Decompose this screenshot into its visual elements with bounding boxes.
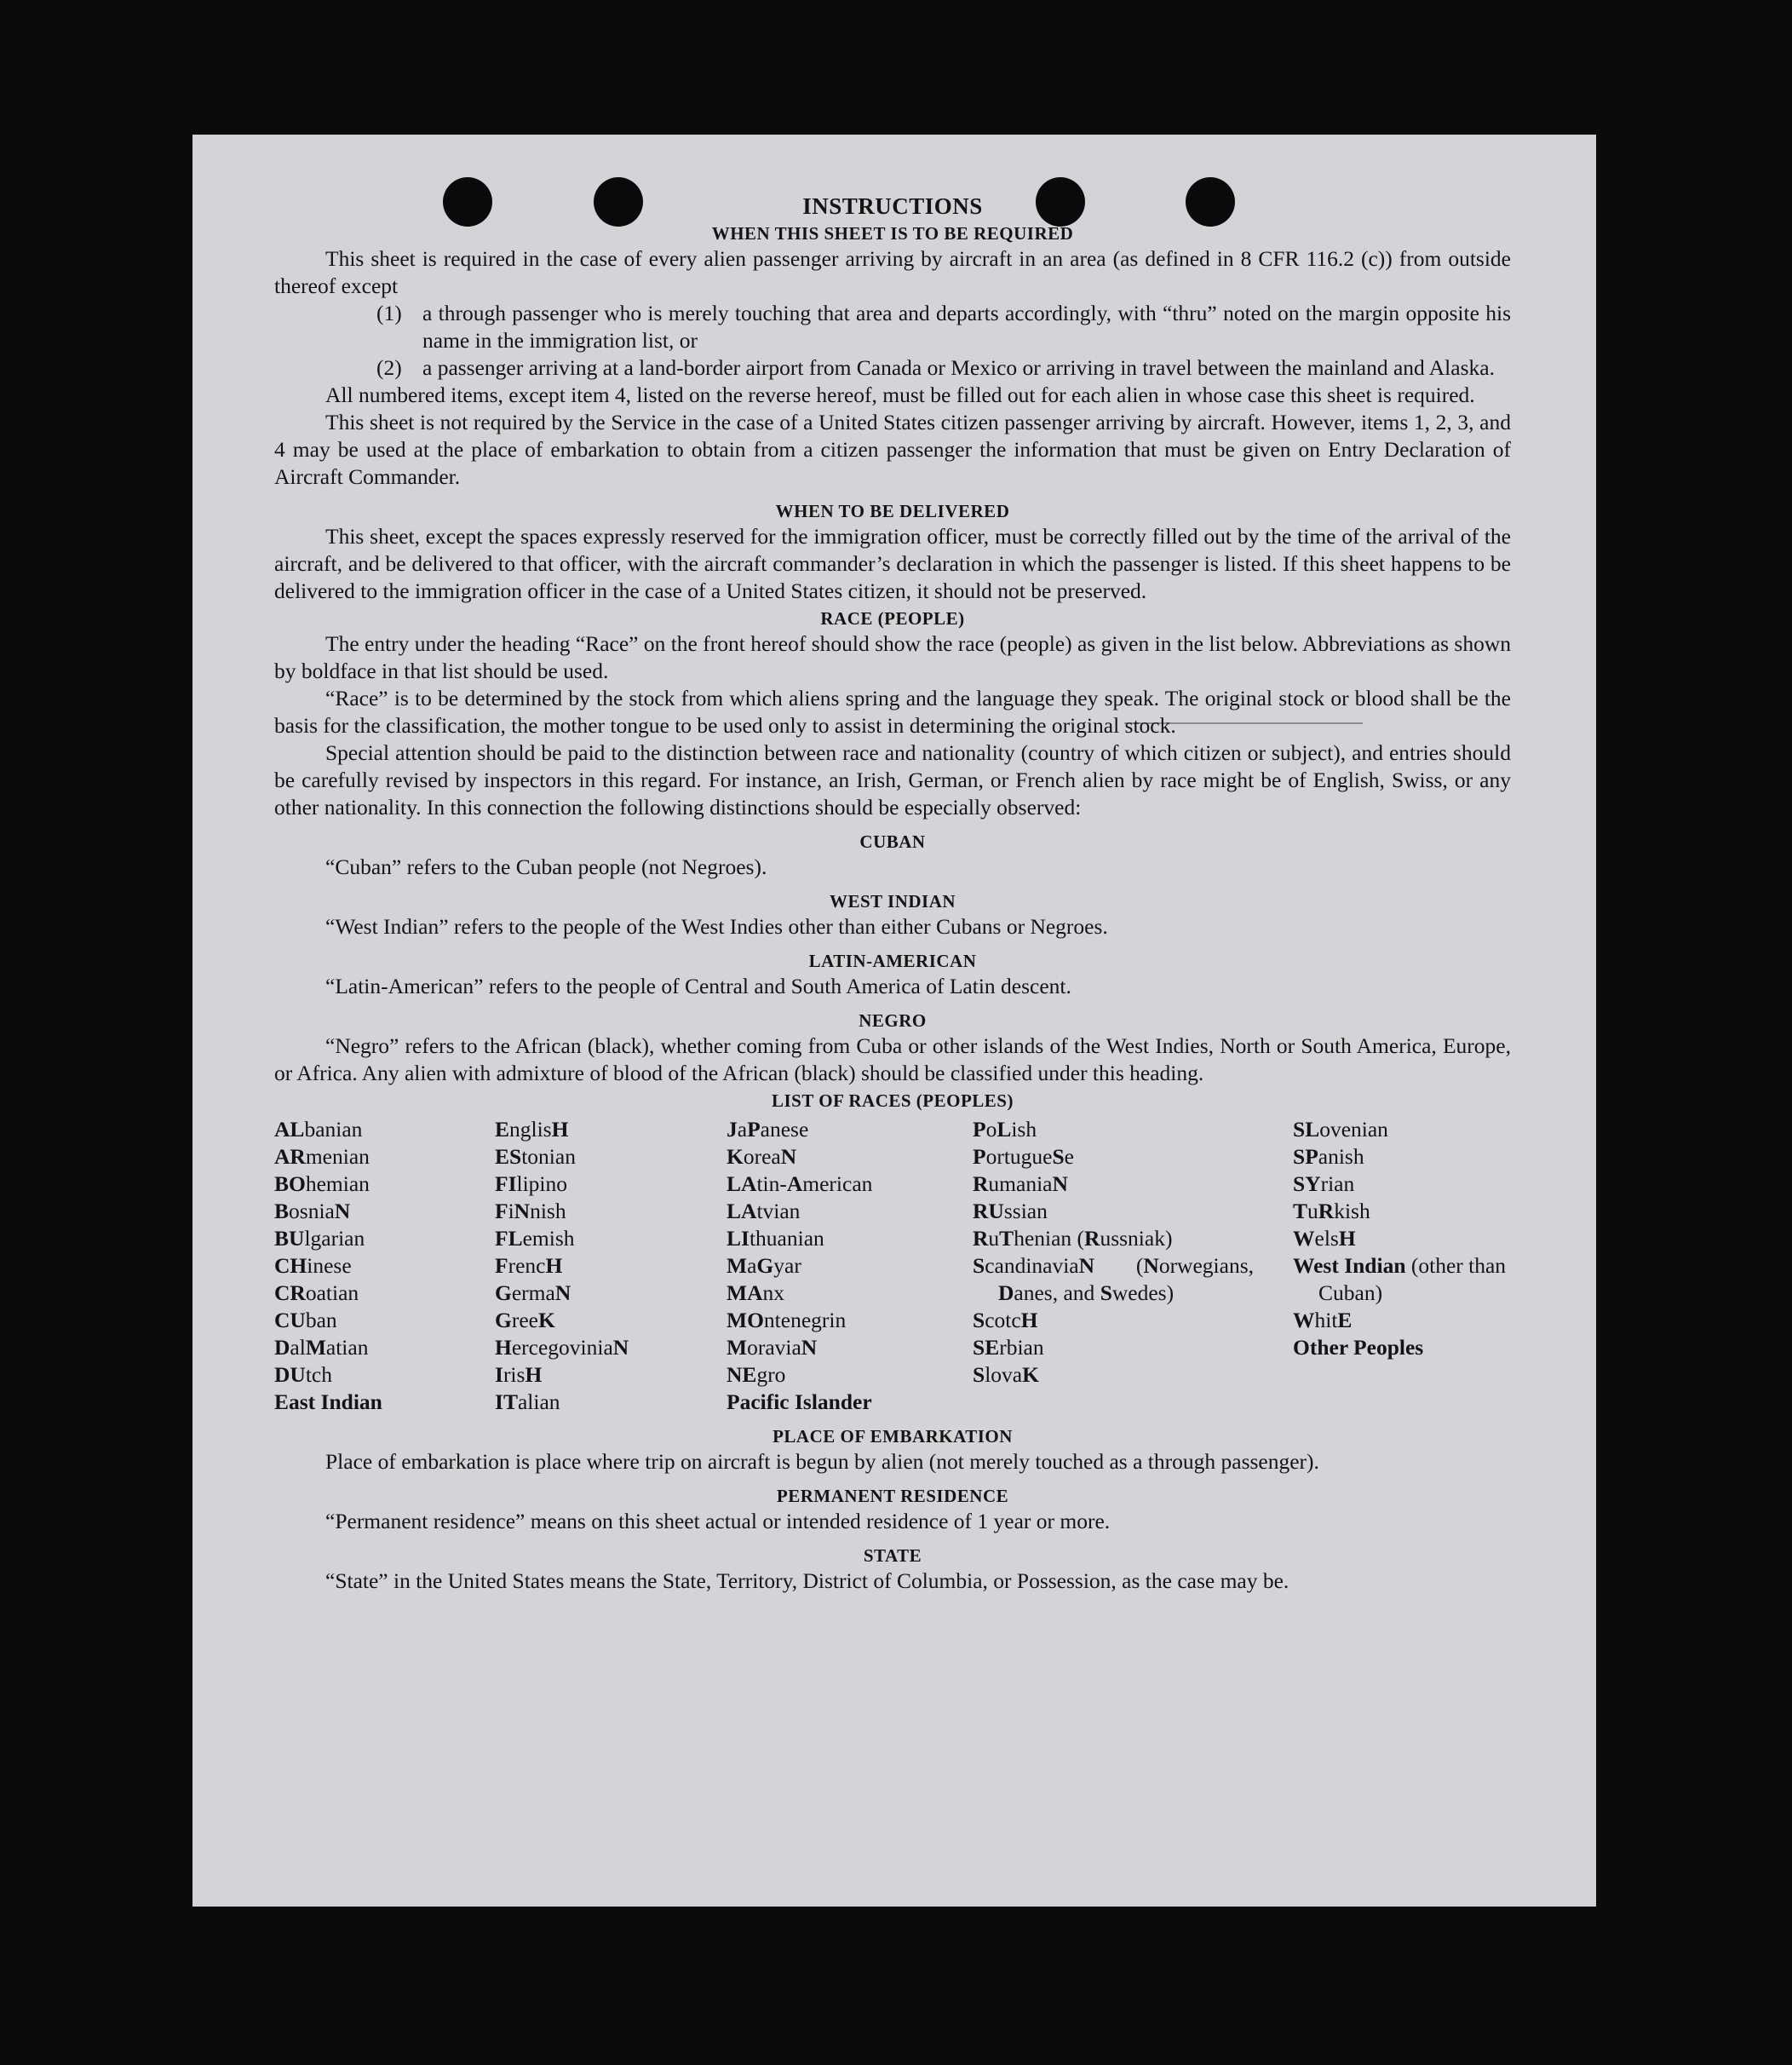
race-item: EStonian (495, 1144, 576, 1169)
race-item: SlovaK (973, 1362, 1039, 1387)
race-item: RumaniaN (973, 1171, 1068, 1196)
section-heading: LATIN-AMERICAN (808, 951, 977, 971)
numbered-item (376, 300, 1511, 354)
section-heading: WHEN TO BE DELIVERED (775, 501, 1010, 521)
document-body (274, 193, 1511, 1595)
race-item: MaGyar (727, 1253, 801, 1278)
race-item: RUssian (973, 1199, 1048, 1223)
race-item: GreeK (495, 1308, 555, 1332)
race-item: CHinese (274, 1253, 352, 1278)
race-item: HercegoviniaN (495, 1335, 629, 1360)
item-text: a passenger arriving at a land-border airport from Canada or Mexico or arriving in travel between the mainland and Alaska. (422, 355, 1495, 380)
race-item: IrisH (495, 1362, 543, 1387)
race-item: Pacific Islander (727, 1389, 872, 1414)
race-item: JaPanese (727, 1117, 809, 1142)
section-heading: LIST OF RACES (PEOPLES) (772, 1090, 1014, 1111)
section-heading: WHEN THIS SHEET IS TO BE REQUIRED (711, 223, 1074, 244)
race-item: CUban (274, 1308, 337, 1332)
race-item: ITalian (495, 1389, 560, 1414)
paragraph: This sheet, except the spaces expressly reserved for the immigration officer, must be correctly filled out by the time of the arrival of the aircraft, and be delivered to that officer, with the aircraft commander’s declaration in which the passenger is listed. If this sheet happens to be delivered to the immigration officer in the case of a United States citizen, it should not be preserved. (274, 524, 1511, 603)
race-item: LAtvian (727, 1199, 801, 1223)
race-item: SErbian (973, 1335, 1044, 1360)
race-column (973, 1116, 1293, 1416)
race-item: SLovenian (1293, 1117, 1388, 1142)
race-item: FrencH (495, 1253, 563, 1278)
race-item: Other Peoples (1293, 1335, 1424, 1360)
paragraph: “West Indian” refers to the people of the West Indies other than either Cubans or Negroes. (325, 914, 1108, 939)
race-column (727, 1116, 973, 1416)
race-list (274, 1116, 1511, 1416)
paragraph: “Cuban” refers to the Cuban people (not Negroes). (325, 854, 767, 879)
race-item: MoraviaN (727, 1335, 818, 1360)
paragraph: “Race” is to be determined by the stock from which aliens spring and the language they speak. The original stock or blood shall be the basis for the classification, the mother tongue to be used only to assist in determining the original stock. (274, 686, 1511, 738)
race-item: ARmenian (274, 1144, 370, 1169)
instruction-sheet (192, 135, 1596, 1907)
race-item: CRoatian (274, 1280, 359, 1305)
paragraph: “Negro” refers to the African (black), whether coming from Cuba or other islands of the West Indies, North or South America, Europe, or Africa. Any alien with admixture of blood of the African (black) should be classified under this heading. (274, 1033, 1511, 1085)
race-item: ALbanian (274, 1117, 363, 1142)
race-item: BUlgarian (274, 1226, 365, 1251)
race-column (495, 1116, 727, 1416)
race-item: FLemish (495, 1226, 575, 1251)
item-number: (1) (376, 301, 402, 325)
section-heading: NEGRO (859, 1010, 927, 1031)
race-item: NEgro (727, 1362, 786, 1387)
paragraph: “Permanent residence” means on this sheet actual or intended residence of 1 year or more. (325, 1509, 1111, 1533)
race-item: SYrian (1293, 1171, 1355, 1196)
race-item: FiNnish (495, 1199, 566, 1223)
numbered-item (376, 354, 1511, 382)
section-heading: STATE (863, 1545, 922, 1566)
paragraph: “Latin-American” refers to the people of Central and South America of Latin descent. (325, 974, 1071, 998)
paragraph: Special attention should be paid to the distinction between race and nationality (country of which citizen or subject), and entries should be carefully revised by inspectors in this regard. For instance, an Irish, German, or French alien by race might be of English, Swiss, or any other nationality. In this connection the following distinctions should be especially observed: (274, 740, 1511, 820)
race-item: DalMatian (274, 1335, 369, 1360)
race-item: LAtin-American (727, 1171, 873, 1196)
race-item: East Indian (274, 1389, 382, 1414)
race-item: BosniaN (274, 1199, 351, 1223)
race-item: SPanish (1293, 1144, 1364, 1169)
document-title: INSTRUCTIONS (802, 193, 983, 219)
race-item: PoLish (973, 1117, 1037, 1142)
section-heading: PLACE OF EMBARKATION (773, 1426, 1013, 1447)
race-item: BOhemian (274, 1171, 370, 1196)
race-item: ScotcH (973, 1308, 1038, 1332)
race-item: MOntenegrin (727, 1308, 847, 1332)
race-column (1293, 1116, 1511, 1416)
section-heading: RACE (PEOPLE) (820, 608, 965, 629)
race-item: TuRkish (1293, 1199, 1370, 1223)
paragraph: “State” in the United States means the State, Territory, District of Columbia, or Possession, as the case may be. (325, 1568, 1289, 1593)
paragraph: The entry under the heading “Race” on the front hereof should show the race (people) as given in the list below. Abbreviations as shown by boldface in that list should be used. (274, 631, 1511, 683)
race-item: West Indian (other than Cuban) (1293, 1253, 1507, 1305)
race-item: WhitE (1293, 1308, 1353, 1332)
race-item: GermaN (495, 1280, 571, 1305)
race-item: DUtch (274, 1362, 332, 1387)
race-item: MAnx (727, 1280, 784, 1305)
paragraph: All numbered items, except item 4, listed on the reverse hereof, must be filled out for each alien in whose case this sheet is required. (325, 383, 1475, 407)
race-item: PortugueSe (973, 1144, 1074, 1169)
item-text: a through passenger who is merely touching that area and departs accordingly, with “thru” noted on the margin opposite his name in the immigration list, or (422, 301, 1511, 353)
paragraph: This sheet is not required by the Service in the case of a United States citizen passenger arriving by aircraft. However, items 1, 2, 3, and 4 may be used at the place of embarkation to obtain from a citizen passenger the information that must be given on Entry Declaration of Aircraft Commander. (274, 410, 1511, 489)
race-item: EnglisH (495, 1117, 569, 1142)
paragraph: This sheet is required in the case of every alien passenger arriving by aircraft in an area (as defined in 8 CFR 116.2 (c)) from outside thereof except (274, 246, 1511, 298)
race-item: WelsH (1293, 1226, 1356, 1251)
paragraph: Place of embarkation is place where trip on aircraft is begun by alien (not merely touched as a through passenger). (325, 1449, 1319, 1474)
race-item: RuThenian (Russniak) (973, 1226, 1173, 1251)
section-heading: CUBAN (859, 831, 926, 852)
section-heading: WEST INDIAN (829, 891, 956, 912)
section-heading: PERMANENT RESIDENCE (776, 1486, 1009, 1506)
race-item: ScandinaviaN (Norwegians, Danes, and Swedes) (973, 1253, 1254, 1305)
race-item: FIlipino (495, 1171, 568, 1196)
race-item: KoreaN (727, 1144, 797, 1169)
race-column (274, 1116, 495, 1416)
race-item: LIthuanian (727, 1226, 824, 1251)
item-number: (2) (376, 355, 402, 380)
